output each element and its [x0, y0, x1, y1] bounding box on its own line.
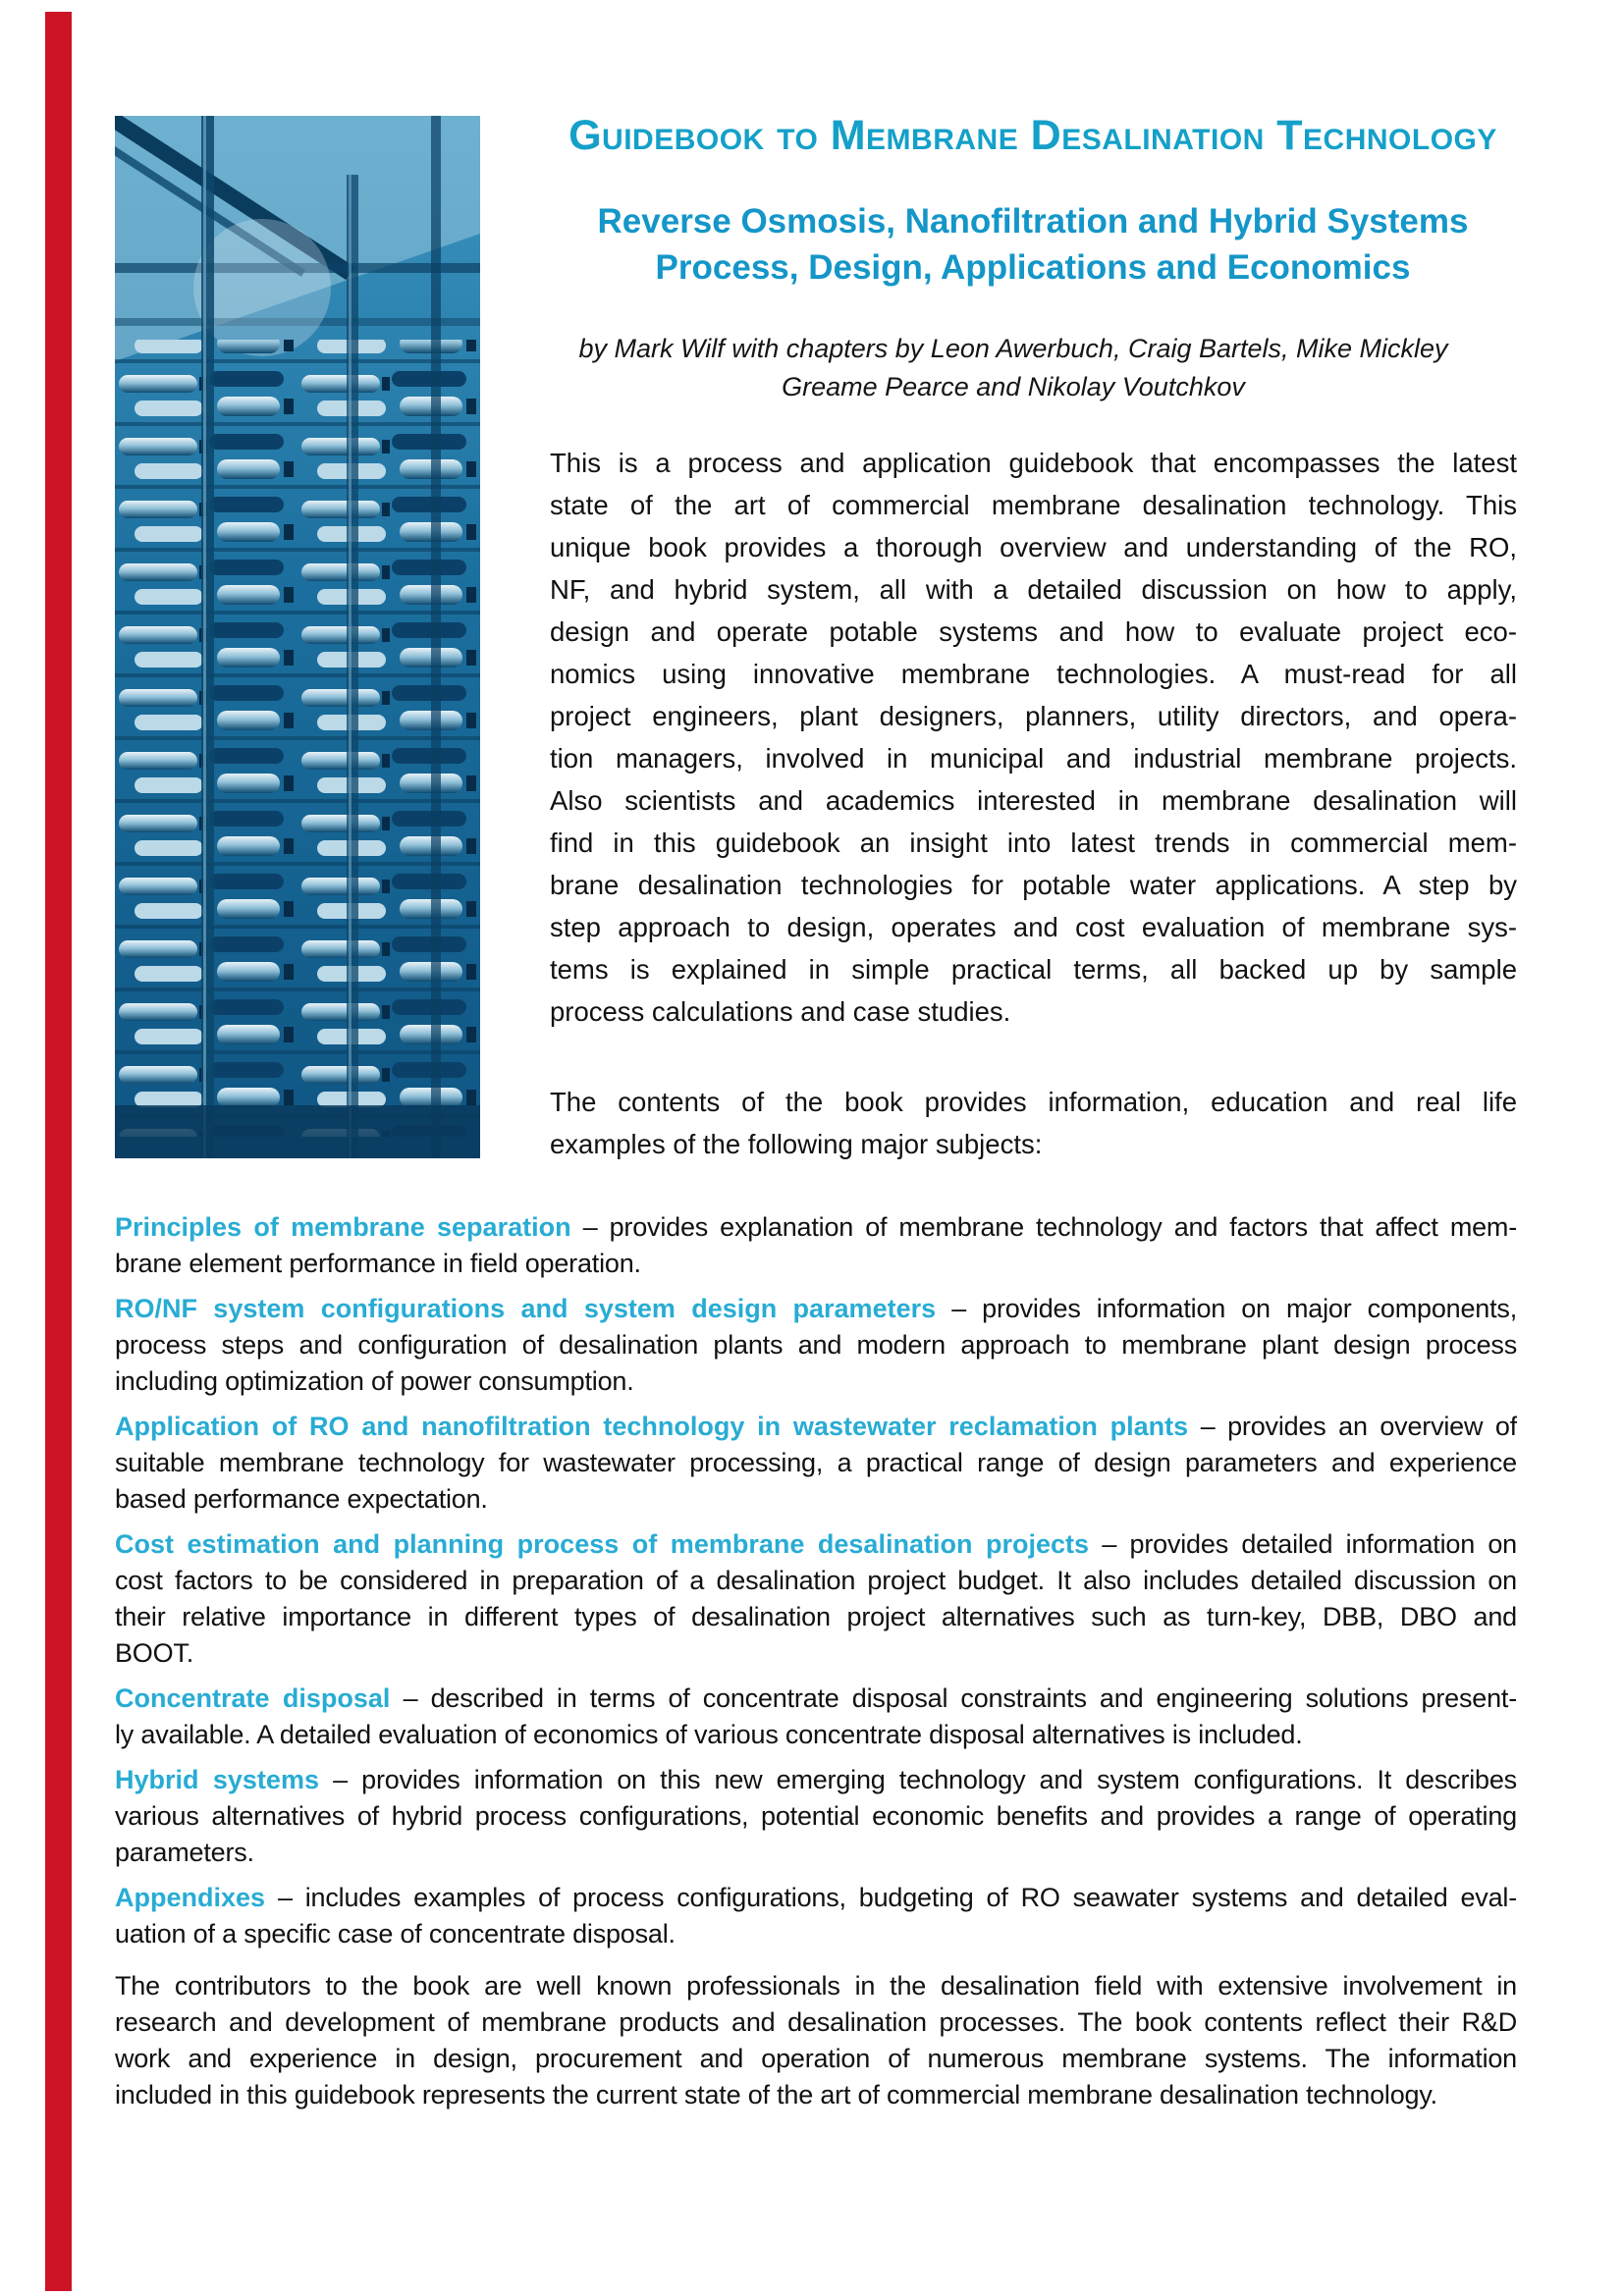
section-first-line — [115, 1880, 1517, 1916]
section-first-line-text: – includes examples of process configurations, budgeting of RO seawater systems and detailed eval- — [265, 1883, 1517, 1912]
section-first-line-text: – described in terms of concentrate disposal constraints and engineering solutions present- — [390, 1683, 1517, 1713]
text-line: suitable membrane technology for wastewater processing, a practical range of design parameters and experience — [115, 1448, 1517, 1477]
section-first-line — [115, 1526, 1517, 1563]
byline — [503, 330, 1524, 406]
text-line: work and experience in design, procurement and operation of numerous membrane systems. The information — [115, 2044, 1517, 2073]
text-line: including optimization of power consumption. — [115, 1366, 634, 1396]
section-heading: RO/NF system configurations and system design parameters — [115, 1294, 937, 1323]
section-heading: Concentrate disposal — [115, 1683, 391, 1713]
text-line: examples of the following major subjects: — [550, 1129, 1043, 1159]
text-line: The contributors to the book are well known professionals in the desalination field with extensive involvement in — [115, 1971, 1517, 2001]
section-first-line — [115, 1291, 1517, 1327]
text-line: process calculations and case studies. — [550, 996, 1011, 1027]
text-line: parameters. — [115, 1838, 254, 1867]
text-line: process steps and configuration of desalination plants and modern approach to membrane plant design process — [115, 1330, 1517, 1360]
text-line: tems is explained in simple practical terms, all backed up by sample — [550, 954, 1517, 985]
section-first-line-text: – provides information on this new emerging technology and system configurations. It describes — [318, 1765, 1517, 1794]
text-line: Also scientists and academics interested in membrane desalination will — [550, 785, 1517, 816]
text-line: research and development of membrane products and desalination processes. The book contents reflect their R&D — [115, 2007, 1517, 2037]
text-line: project engineers, plant designers, planners, utility directors, and opera- — [550, 701, 1517, 731]
byline-line-1: by Mark Wilf with chapters by Leon Awerbuch, Craig Bartels, Mike Mickley — [578, 334, 1448, 363]
red-accent-bar — [45, 12, 72, 2291]
text-line: NF, and hybrid system, all with a detailed discussion on how to apply, — [550, 574, 1517, 605]
closing-paragraph — [115, 1968, 1517, 2113]
section-heading: Appendixes — [115, 1883, 266, 1912]
section-first-line — [115, 1681, 1517, 1717]
membrane-plant-photo — [115, 116, 480, 1158]
section-first-line — [115, 1209, 1517, 1246]
membrane-plant-photo-graphic — [115, 116, 480, 1158]
subtitle-line-1: Reverse Osmosis, Nanofiltration and Hybrid Systems — [597, 202, 1469, 240]
text-line: The contents of the book provides information, education and real life — [550, 1087, 1517, 1117]
text-line: unique book provides a thorough overview and understanding of the RO, — [550, 532, 1517, 562]
byline-line-2: Greame Pearce and Nikolay Voutchkov — [782, 372, 1245, 401]
text-line: cost factors to be considered in preparation of a desalination project budget. It also includes detailed discussion on — [115, 1566, 1517, 1595]
text-line: brane element performance in field operation. — [115, 1249, 641, 1278]
text-line: ly available. A detailed evaluation of economics of various concentrate disposal alternatives is included. — [115, 1720, 1303, 1749]
section-concentrate-disposal — [115, 1681, 1517, 1753]
text-line: their relative importance in different types of desalination project alternatives such as turn-key, DBB, DBO and — [115, 1602, 1517, 1631]
text-line: uation of a specific case of concentrate disposal. — [115, 1919, 676, 1949]
section-cost-estimation-planning — [115, 1526, 1517, 1672]
section-first-line-text: – provides information on major components, — [936, 1294, 1517, 1323]
text-line: design and operate potable systems and how to evaluate project eco- — [550, 616, 1517, 647]
text-line: step approach to design, operates and cost evaluation of membrane sys- — [550, 912, 1517, 942]
text-line: brane desalination technologies for potable water applications. A step by — [550, 870, 1517, 900]
text-line: find in this guidebook an insight into latest trends in commercial mem- — [550, 828, 1517, 858]
section-principles-of-membrane-separation — [115, 1209, 1517, 1282]
text-line: state of the art of commercial membrane desalination technology. This — [550, 490, 1517, 520]
section-first-line — [115, 1409, 1517, 1445]
section-hybrid-systems — [115, 1762, 1517, 1871]
text-line: various alternatives of hybrid process configurations, potential economic benefits and provides a range of operating — [115, 1801, 1517, 1831]
page-title: Guidebook to Membrane Desalination Technology — [568, 112, 1497, 159]
subject-sections — [115, 1209, 1517, 2113]
section-application-of-ro-nanofiltration — [115, 1409, 1517, 1518]
section-heading: Cost estimation and planning process of membrane desalination projects — [115, 1529, 1090, 1559]
section-heading: Application of RO and nanofiltration technology in wastewater reclamation plants — [115, 1412, 1189, 1441]
text-line: included in this guidebook represents the current state of the art of commercial membrane desalination technology. — [115, 2080, 1437, 2109]
subtitle-line-2: Process, Design, Applications and Economics — [655, 248, 1411, 287]
page-subtitle — [542, 198, 1524, 291]
intro-paragraph — [550, 442, 1517, 1033]
section-heading: Principles of membrane separation — [115, 1212, 571, 1242]
section-ro-nf-system-configurations — [115, 1291, 1517, 1400]
contents-intro-paragraph — [550, 1081, 1517, 1165]
section-appendixes — [115, 1880, 1517, 1952]
text-line: nomics using innovative membrane technologies. A must-read for all — [550, 659, 1517, 689]
section-first-line — [115, 1762, 1517, 1798]
text-line: based performance expectation. — [115, 1484, 488, 1514]
section-first-line-text: – provides explanation of membrane technology and factors that affect mem- — [570, 1212, 1517, 1242]
section-first-line-text: – provides an overview of — [1188, 1412, 1517, 1441]
text-line: tion managers, involved in municipal and industrial membrane projects. — [550, 743, 1517, 774]
text-line: BOOT. — [115, 1638, 194, 1668]
section-heading: Hybrid systems — [115, 1765, 319, 1794]
text-line: This is a process and application guidebook that encompasses the latest — [550, 448, 1517, 478]
section-first-line-text: – provides detailed information on — [1089, 1529, 1517, 1559]
